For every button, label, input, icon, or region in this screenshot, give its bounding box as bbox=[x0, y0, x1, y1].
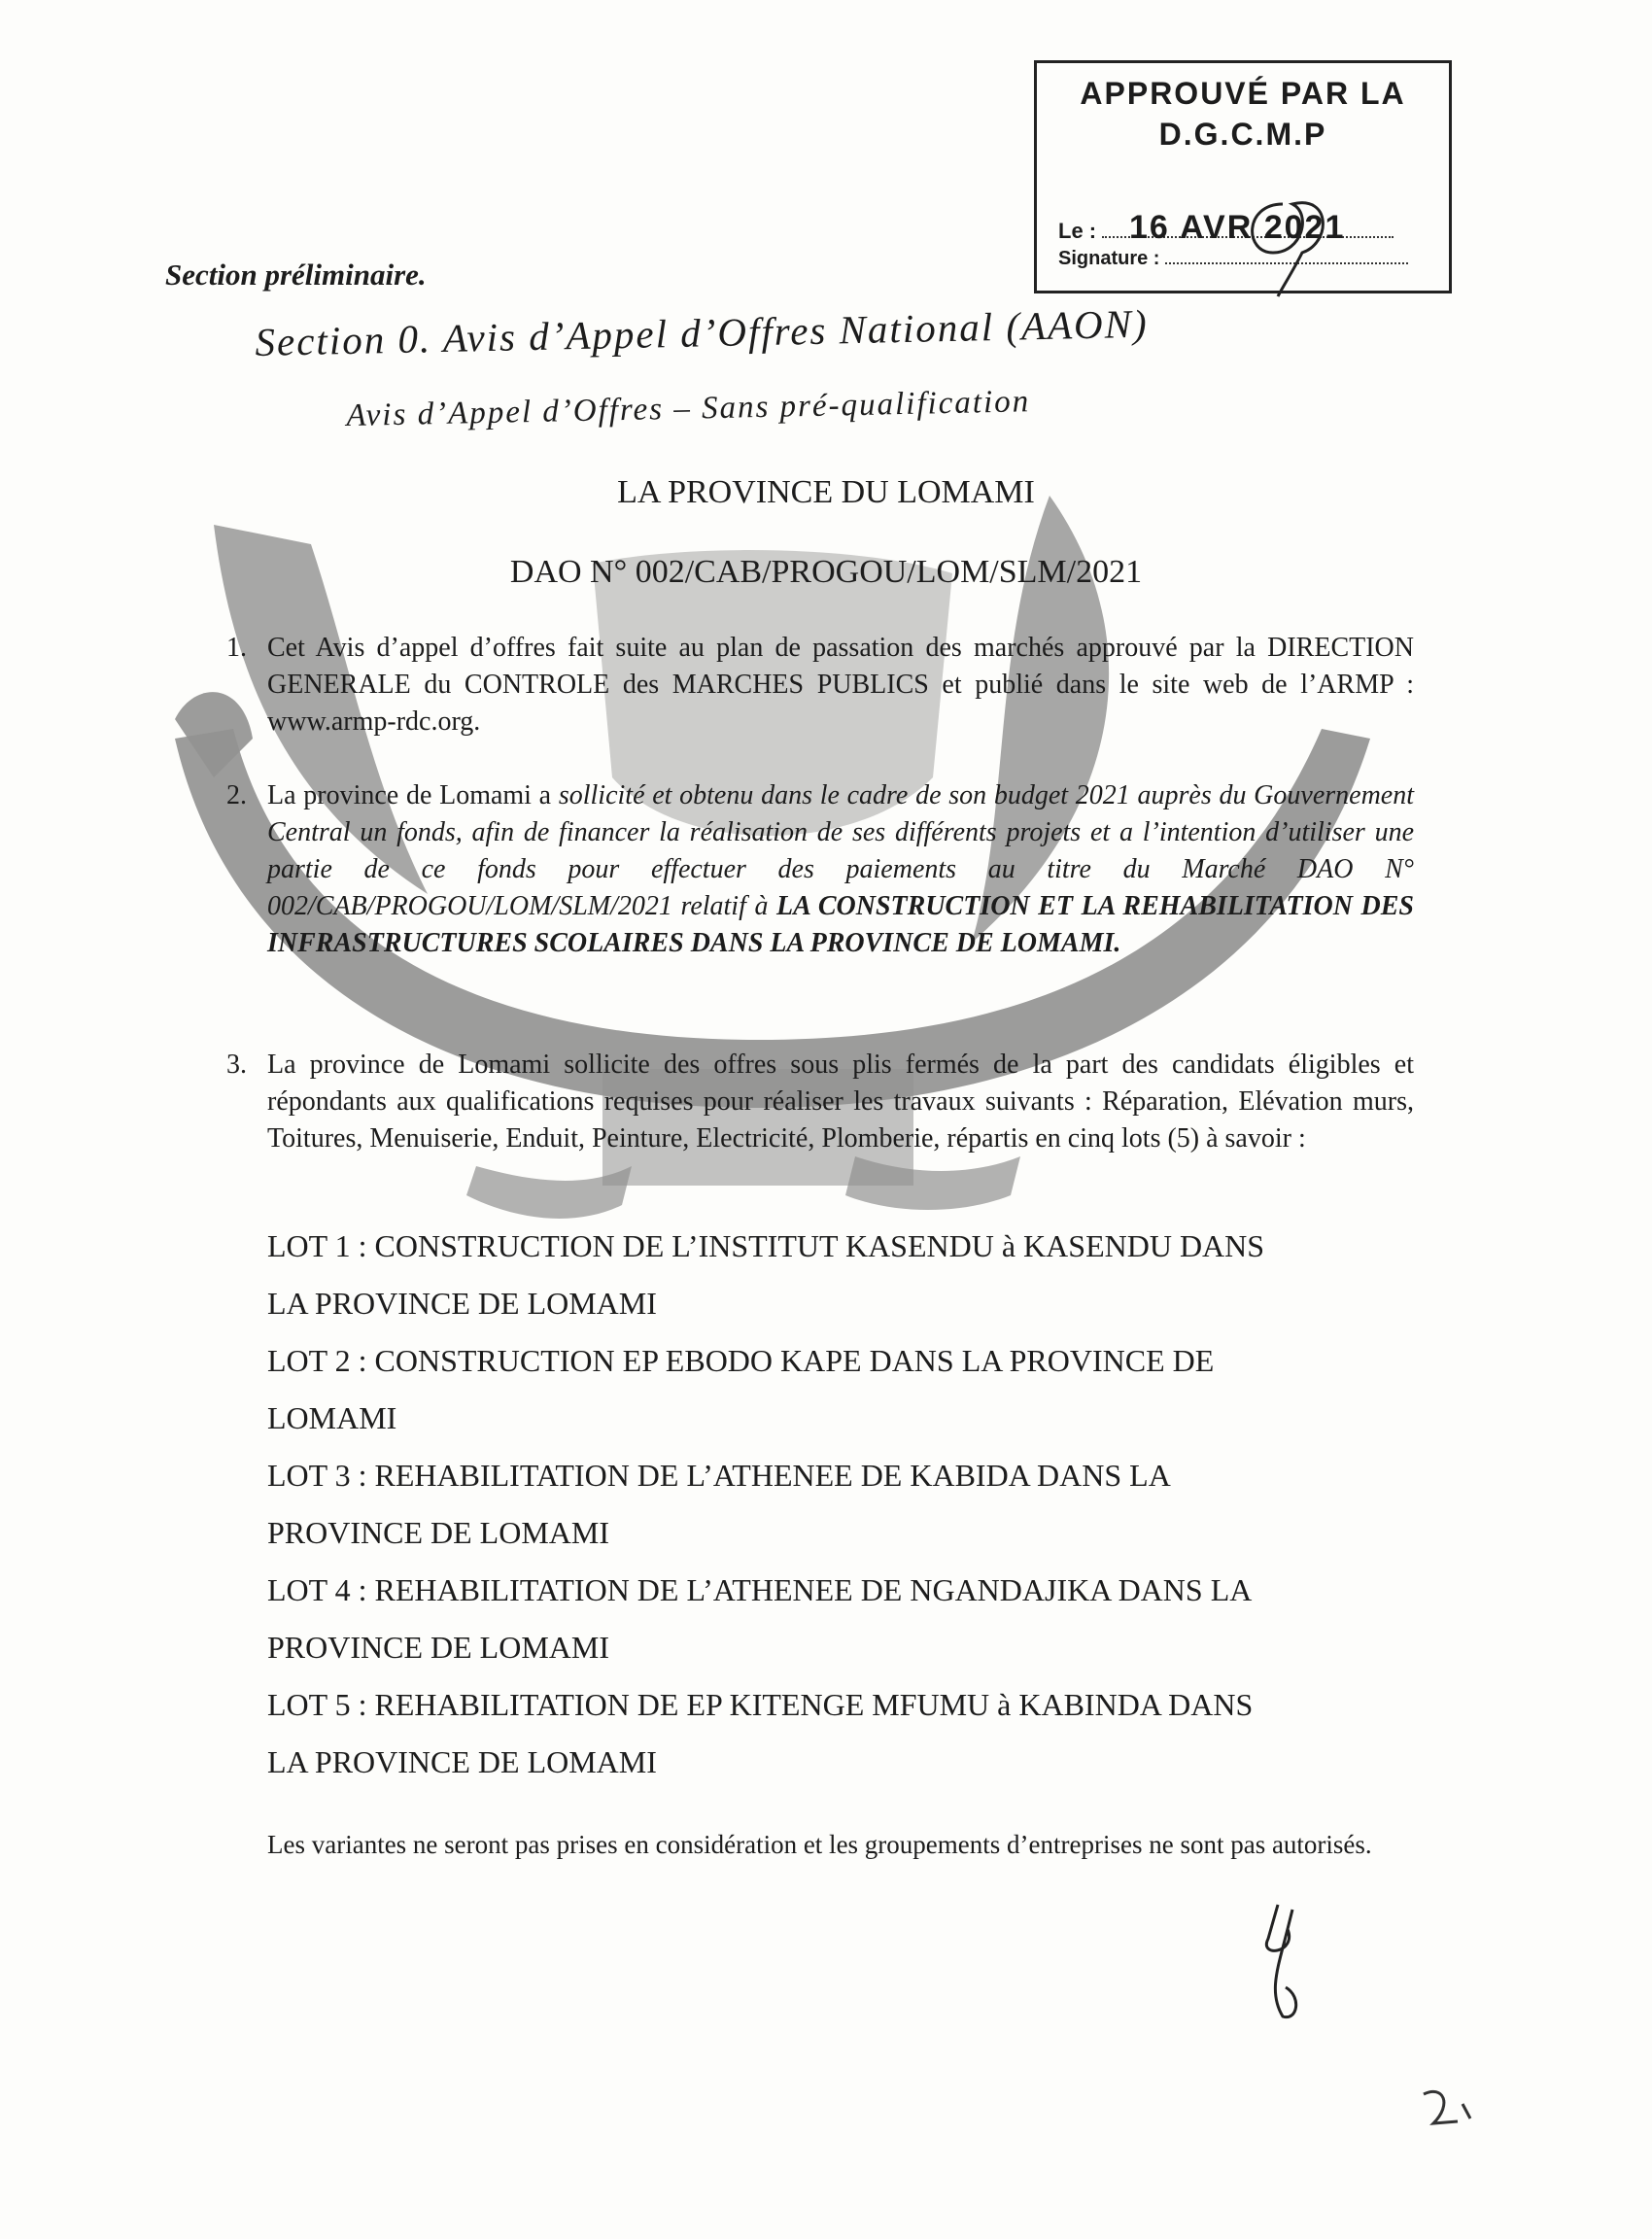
lot-5-line1: LOT 5 : REHABILITATION DE EP KITENGE MFUMU à KABINDA DANS bbox=[267, 1687, 1254, 1722]
paragraph-2 bbox=[226, 777, 1414, 962]
lot-3-line2: PROVINCE DE LOMAMI bbox=[267, 1515, 609, 1550]
lots-list bbox=[267, 1218, 1433, 1791]
paragraph-1-number: 1. bbox=[226, 633, 247, 663]
lot-3-line1: LOT 3 : REHABILITATION DE L’ATHENEE DE KABIDA DANS LA bbox=[267, 1458, 1171, 1493]
dao-number-heading: DAO N° 002/CAB/PROGOU/LOM/SLM/2021 bbox=[509, 554, 1143, 590]
handwritten-page-number-icon bbox=[1414, 2084, 1482, 2133]
paragraph-2-part2: sollicité et obtenu dans le cadre de son budget 2021 auprès du Gouvernement Central un fonds, afin de financer la réalisation de ses différents projets et a l’intention d’utiliser une partie de ce fonds pour effectuer des paiements au titre du Marché DAO N° 002/CAB/PROGOU/LOM/SLM/2021 relatif à bbox=[267, 780, 1414, 921]
lot-4-line1: LOT 4 : REHABILITATION DE L’ATHENEE DE NGANDAJIKA DANS LA bbox=[267, 1572, 1253, 1607]
stamp-date-label: Le : bbox=[1058, 219, 1097, 243]
lot-4-line2: PROVINCE DE LOMAMI bbox=[267, 1630, 609, 1665]
paragraph-2-number: 2. bbox=[226, 780, 247, 810]
lot-1-line1: LOT 1 : CONSTRUCTION DE L’INSTITUT KASENDU à KASENDU DANS bbox=[267, 1228, 1265, 1263]
paragraph-2-part1: La province de Lomami a bbox=[267, 780, 559, 810]
paragraph-3-text: La province de Lomami sollicite des offres sous plis fermés de la part des candidats éligibles et répondants aux qualifications requises pour réaliser les travaux suivants : Réparation, Elévation murs, Toitures, Menuiserie, Enduit, Peinture, Electricité, Plomberie, répartis en cinq lots (5) à savoir : bbox=[267, 1050, 1414, 1154]
paragraph-1-text: Cet Avis d’appel d’offres fait suite au plan de passation des marchés approuvé par la DIRECTION GENERALE du CONTROLE des MARCHES PUBLICS et publié dans le site web de l’ARMP : www.armp-rdc.org. bbox=[267, 633, 1414, 737]
signature-icon bbox=[1224, 185, 1341, 301]
paragraph-1 bbox=[226, 630, 1414, 741]
stamp-title-line1: APPROUVÉ PAR LA bbox=[1080, 76, 1406, 111]
paragraph-3-number: 3. bbox=[226, 1050, 247, 1080]
lot-2-line1: LOT 2 : CONSTRUCTION EP EBODO KAPE DANS LA PROVINCE DE bbox=[267, 1343, 1215, 1378]
section-preliminary: Section préliminaire. bbox=[165, 258, 427, 292]
section-subtitle: Avis d’Appel d’Offres – Sans pré-qualification bbox=[346, 384, 1031, 433]
lot-5-line2: LA PROVINCE DE LOMAMI bbox=[267, 1744, 657, 1779]
stamp-title bbox=[1037, 73, 1449, 155]
variants-note: Les variantes ne seront pas prises en considération et les groupements d’entreprises ne sont pas autorisés. bbox=[267, 1830, 1372, 1859]
province-heading: LA PROVINCE DU LOMAMI bbox=[617, 474, 1035, 510]
stamp-signature-label: Signature : bbox=[1058, 248, 1160, 269]
handwritten-initial-icon bbox=[1249, 1900, 1326, 2026]
stamp-title-line2: D.G.C.M.P bbox=[1158, 117, 1327, 152]
lot-1-line2: LA PROVINCE DE LOMAMI bbox=[267, 1286, 657, 1321]
paragraph-3 bbox=[226, 1047, 1414, 1157]
paragraph-2-part3: LA CONSTRUCTION ET LA REHABILITATION DES INFRASTRUCTURES SCOLAIRES DANS LA PROVINCE DE LOMAMI. bbox=[267, 891, 1414, 958]
section-title: Section 0. Avis d’Appel d’Offres National (AAON) bbox=[255, 300, 1150, 364]
lot-2-line2: LOMAMI bbox=[267, 1400, 397, 1435]
stamp-date-value: 16 AVR 2021 bbox=[1129, 209, 1346, 246]
